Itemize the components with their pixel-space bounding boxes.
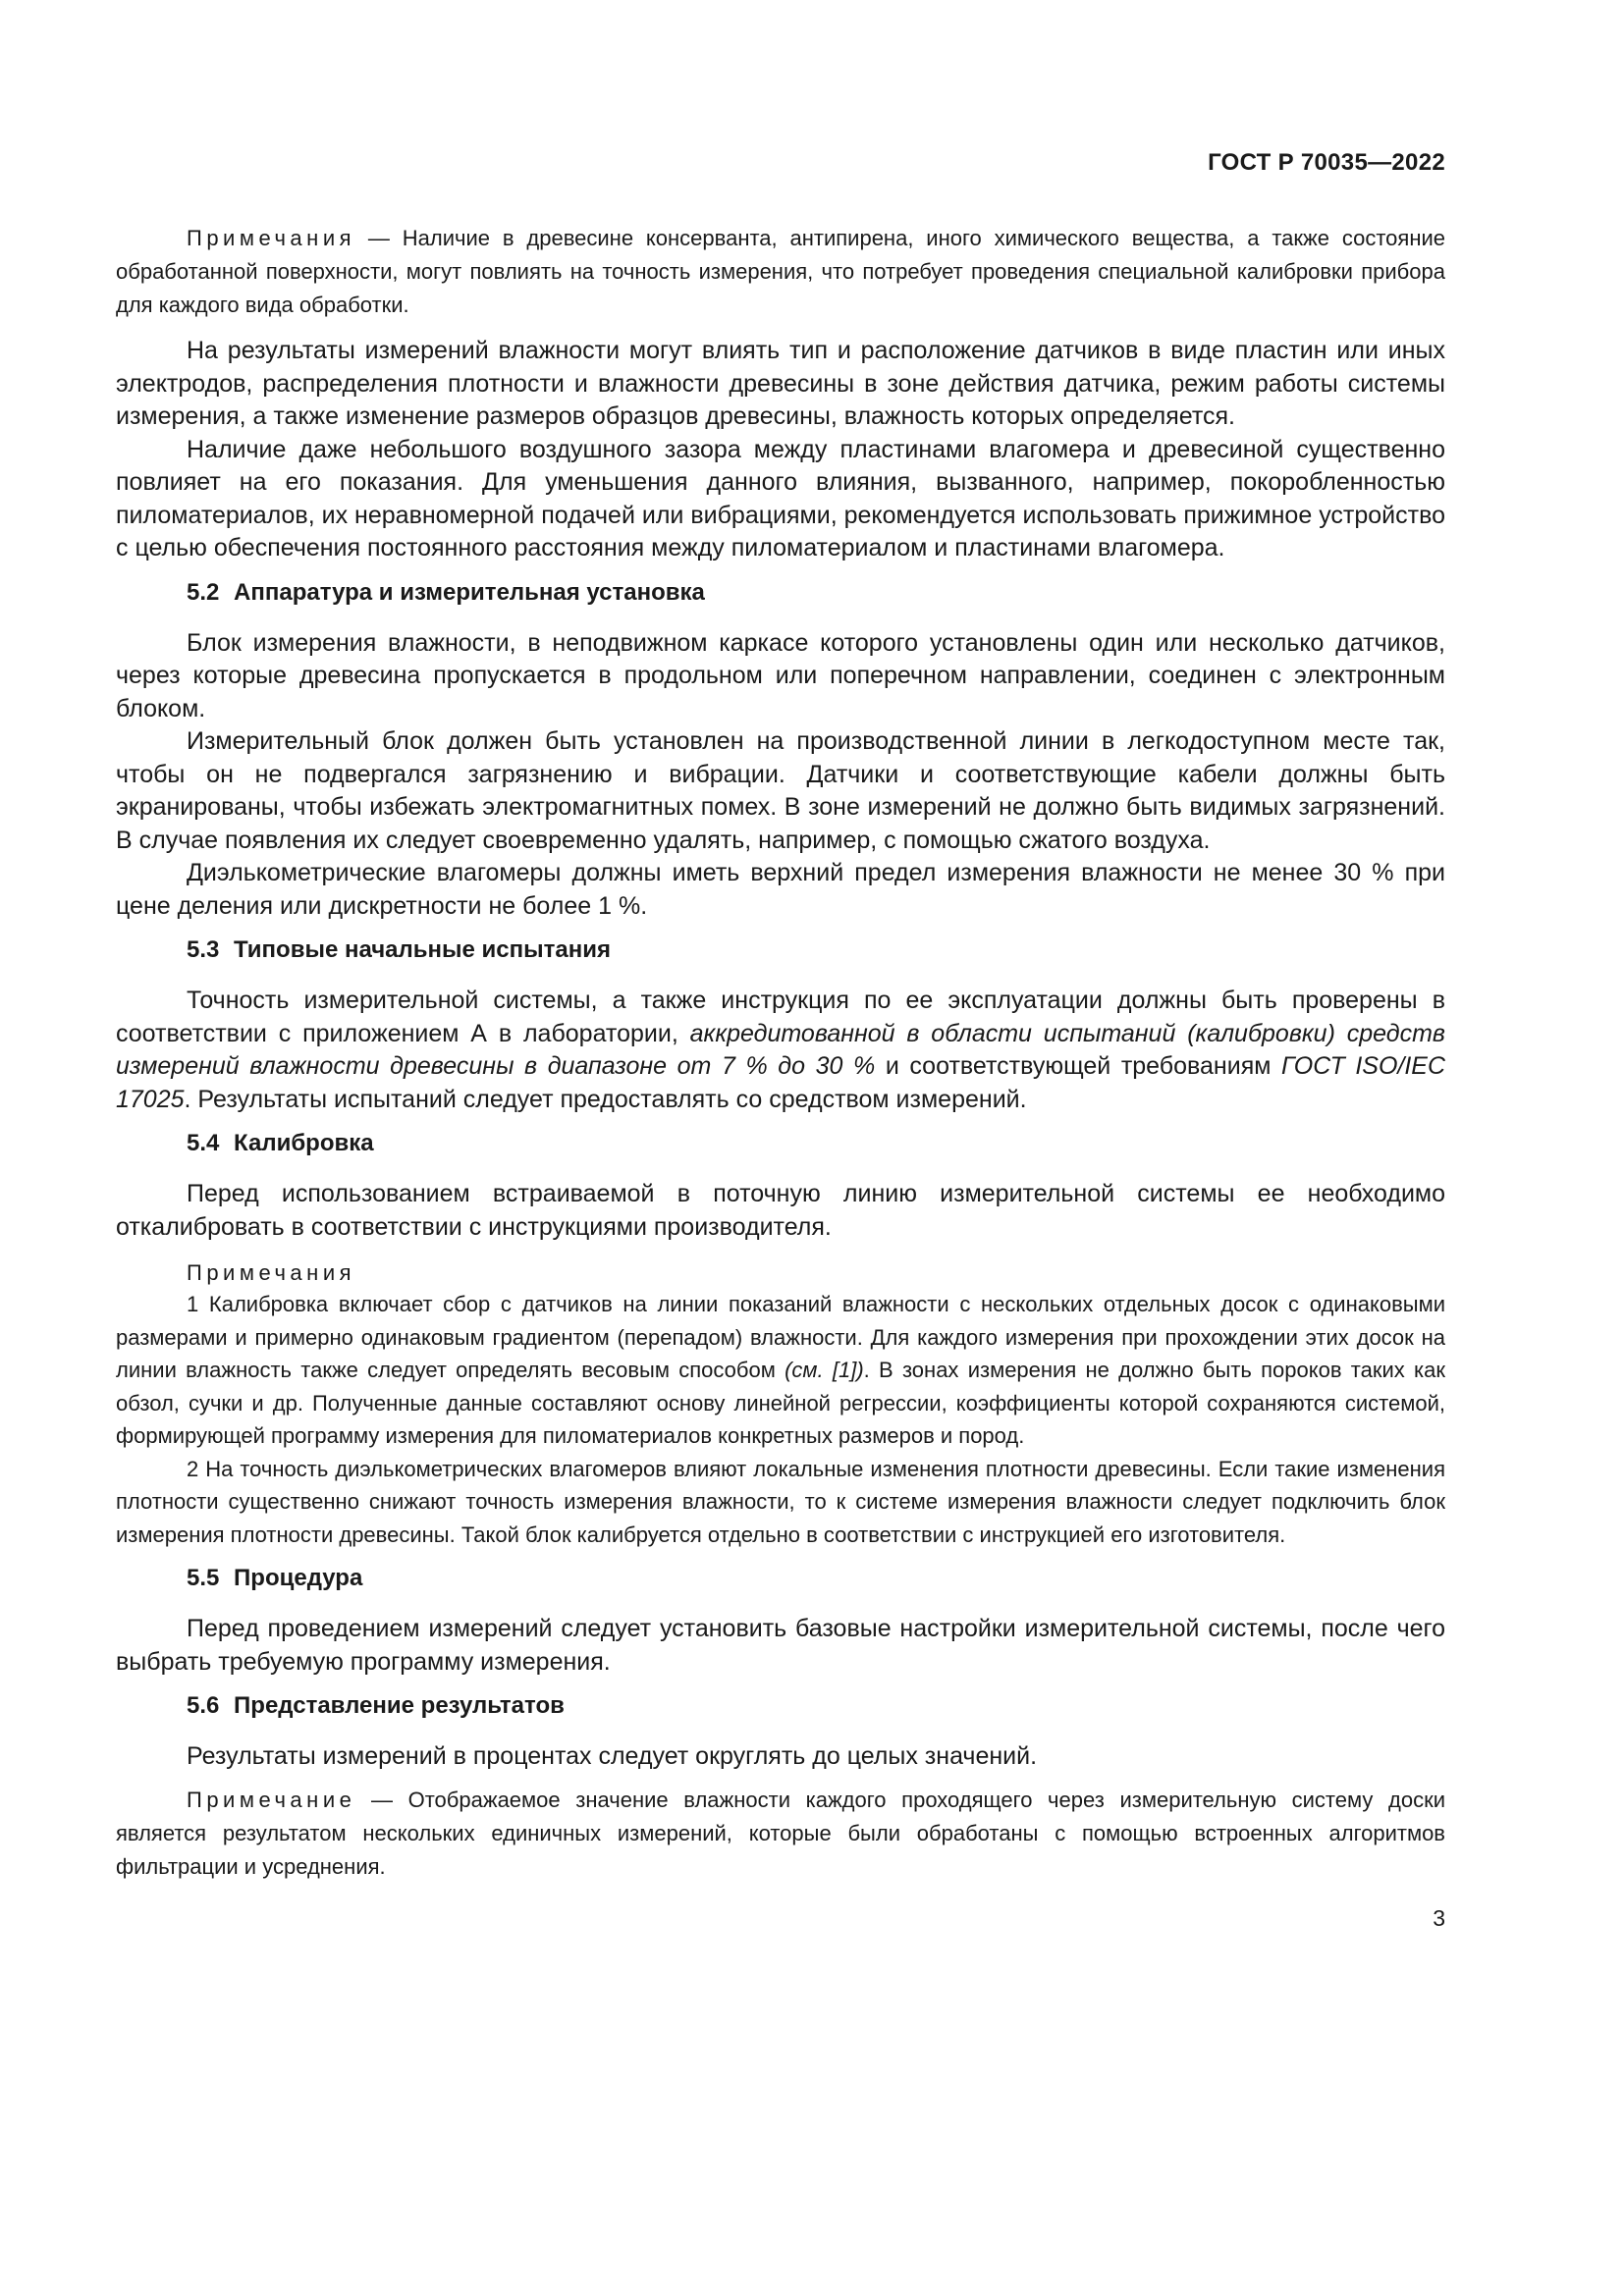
bibliography-reference: (см. [1]) [785,1358,864,1382]
paragraph-5-4-1: Перед использованием встраиваемой в поточную линию измерительной системы ее необходимо откалибровать в соответствии с инструкциями производителя. [116,1180,1445,1241]
section-number: 5.4 [187,1130,220,1156]
paragraph-5-2-1: Блок измерения влажности, в неподвижном каркасе которого установлены один или несколько датчиков, через которые древесина пропускается в продольном или поперечном направлении, соединен с электронным блоком. [116,628,1445,722]
paragraph-air-gap: Наличие даже небольшого воздушного зазора между пластинами влагомера и древесиной существенно повлияет на его показания. Для уменьшения данного влияния, вызванного, например, покоробленностью пиломатериалов, их неравномерной подачей или вибрациями, рекомендуется использовать прижимное устройство с целью обеспечения постоянного расстояния между пиломатериалом и пластинами влагомера. [116,435,1445,561]
paragraph-5-2-3: Диэлькометрические влагомеры должны иметь верхний предел измерения влажности не менее 30 % при цене деления или дискретности не более 1 %. [116,859,1445,920]
document-number-header: ГОСТ Р 70035—2022 [1208,149,1445,176]
section-number: 5.5 [187,1565,220,1591]
section-number: 5.6 [187,1692,220,1719]
note-text: — Отображаемое значение влажности каждого проходящего через измерительную систему доски является результатом нескольких единичных измерений, которые были обработаны с помощью встроенных алгоритмов фильтрации и усреднения. [116,1787,1445,1879]
paragraph-5-5-1: Перед проведением измерений следует установить базовые настройки измерительной системы, после чего выбрать требуемую программу измерения. [116,1615,1445,1676]
section-title: Калибровка [234,1130,374,1156]
note-paragraph [116,222,1445,322]
section-heading-5-3 [116,934,1445,967]
section-title: Процедура [234,1565,363,1591]
paragraph-measurement-factors: На результаты измерений влажности могут влиять тип и расположение датчиков в виде пластин или иных электродов, распределения плотности и влажности древесины в зоне действия датчика, режим работы системы измерения, а также изменение размеров образцов древесины, влажность которых определяется. [116,337,1445,430]
paragraph-5-2-2: Измерительный блок должен быть установлен на производственной линии в легкодоступном месте так, чтобы он не подвергался загрязнению и вибрации. Датчики и соответствующие кабели должны быть экранированы, чтобы избежать электромагнитных помех. В зоне измерений не должно быть видимых загрязнений. В случае появления их следует своевременно удалять, например, с помощью сжатого воздуха. [116,727,1445,854]
section-number: 5.3 [187,936,220,963]
page-number: 3 [1433,1904,1445,1931]
document-page [116,0,1445,2296]
note-item-2: 2 На точность диэлькометрических влагомеров влияют локальные изменения плотности древесины. Если такие изменения плотности существенно снижают точность измерения влажности, то к системе измерения влажности следует подключить блок измерения плотности древесины. Такой блок калибруется отдельно в соответствии с инструкцией его изготовителя. [116,1456,1445,1547]
note-text: — Наличие в древесине консерванта, антипирена, иного химического вещества, а также состояние обработанной поверхности, могут повлиять на точность измерения, что потребует проведения специальной калибровки прибора для каждого вида обработки. [116,226,1445,317]
text-run: . В зонах измерения не должно быть пороков таких как обзол, сучки и др. Полученные данные составляют основу линейной регрессии, коэффициенты которой сохраняются системой, формирующей программу измерения для пиломатериалов конкретных размеров и пород. [116,1358,1446,1448]
note-paragraph-5-6 [116,1784,1445,1884]
document-body [116,222,1445,1952]
standard-reference: ГОСТ ISO/IEC 17025 [116,1052,1446,1113]
paragraph-5-6-1: Результаты измерений в процентах следует округлять до целых значений. [187,1742,1038,1770]
section-number: 5.2 [187,578,220,606]
note-label: Примечание [187,1787,356,1812]
section-title: Типовые начальные испытания [234,936,611,963]
section-title: Аппаратура и измерительная установка [234,578,705,606]
text-run: . Результаты испытаний следует предоставлять со средством измерений. [184,1085,1027,1113]
note-label: Примечания [187,226,356,250]
section-title: Представление результатов [234,1692,565,1719]
section-heading-5-4 [116,1127,1445,1160]
section-heading-5-5 [116,1562,1445,1595]
section-heading-5-2 [116,576,1445,610]
notes-label: Примечания [187,1260,356,1285]
text-run: и соответствующей требованиям [875,1052,1282,1080]
section-heading-5-6 [116,1689,1445,1723]
text-run: Точность измерительной системы, а также инструкция по ее эксплуатации должны быть проверены в соответствии с приложением А в лаборатории, [116,987,1445,1047]
note-item-1 [116,1288,1445,1453]
paragraph-5-3-1 [116,985,1445,1116]
text-run: 1 Калибровка включает сбор с датчиков на линии показаний влажности с нескольких отдельных досок с одинаковыми размерами и примерно одинаковым градиентом (перепадом) влажности. Для каждого измерения при прохождении этих досок на линии влажность также следует определять весовым способом [116,1292,1445,1382]
italic-text-run: аккредитованной в области испытаний (калибровки) средств измерений влажности древесины в диапазоне от 7 % до 30 % [116,1019,1445,1080]
